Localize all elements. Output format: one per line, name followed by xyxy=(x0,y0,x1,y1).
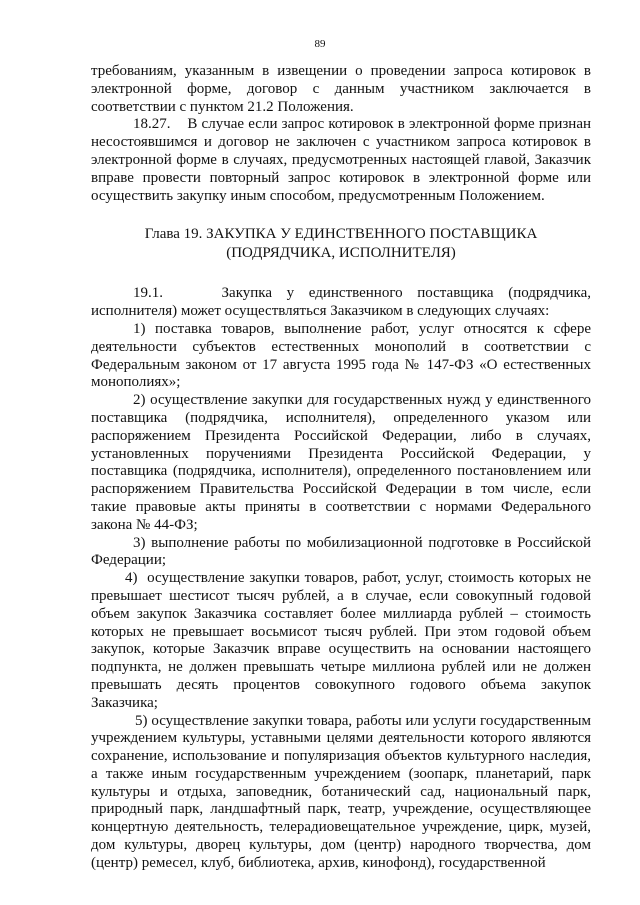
list-item-2: 2) осуществление закупки для государственных нужд у единственного поставщика (подрядчика, исполнителя), определенного указом или распоряжением Президента Российской Федерации, либо в случаях, установленных поручениями Президента Российской Федерации, у поставщика (подрядчика, исполнителя), определенного постановлением или распоряжением Правительства Российской Федерации в том числе, если такие правовые акты приняты в соответствии с нормами Федерального закона № 44-ФЗ; xyxy=(91,392,591,533)
chapter-title xyxy=(91,225,591,263)
paragraph-19-1: 19.1. Закупка у единственного поставщика (подрядчика, исполнителя) может осуществляться Заказчиком в следующих случаях: xyxy=(91,285,591,320)
chapter-title-line-2: (ПОДРЯДЧИКА, ИСПОЛНИТЕЛЯ) xyxy=(226,245,456,262)
list-item-3: 3) выполнение работы по мобилизационной подготовке в Российской Федерации; xyxy=(91,534,591,569)
list-item-1: 1) поставка товаров, выполнение работ, услуг относятся к сфере деятельности субъектов естественных монополий в соответствии с Федеральным законом от 17 августа 1995 года № 147-ФЗ «О естественных монополиях»; xyxy=(91,320,591,391)
paragraph-continuation: требованиям, указанным в извещении о проведении запроса котировок в электронной форме, договор с данным участником заключается в соответствии с пунктом 21.2 Положения. xyxy=(91,63,591,115)
list-item-5: 5) осуществление закупки товара, работы или услуги государственным учреждением культуры, уставными целями деятельности которого являются сохранение, использование и популяризация объектов культурного наследия, а также иным государственным учреждением (зоопарк, планетарий, парк культуры и отдыха, заповедник, ботанический сад, национальный парк, природный парк, ландшафтный парк, театр, учреждение, осуществляющее концертную деятельность, телерадиовещательное учреждение, цирк, музей, дом культуры, дворец культуры, дом (центр) народного творчества, дом (центр) ремесел, клуб, библиотека, архив, кинофонд), государственной xyxy=(91,712,591,871)
page-number: 89 xyxy=(314,38,326,50)
paragraph-18-27: 18.27. В случае если запрос котировок в электронной форме признан несостоявшимся и договор не заключен с участником запроса котировок в электронной форме в случаях, предусмотренных настоящей главой, Заказчик вправе провести повторный запрос котировок в электронной форме или осуществить закупку иным способом, предусмотренным Положением. xyxy=(91,116,591,204)
chapter-title-line-1: Глава 19. ЗАКУПКА У ЕДИНСТВЕННОГО ПОСТАВЩИКА xyxy=(144,226,538,243)
list-item-4: 4) осуществление закупки товаров, работ, услуг, стоимость которых не превышает шестисот тысяч рублей, а в случае, если совокупный годовой объем закупок Заказчика составляет более миллиарда рублей – стоимость которых не превышает восьмисот тысяч рублей. При этом годовой объем закупок, которые Заказчик вправе осуществить на основании настоящего подпункта, не должен превышать четыре миллиона рублей или не должен превышать десять процентов совокупного годового объема закупок Заказчика; xyxy=(91,570,591,711)
document-body xyxy=(91,63,591,873)
